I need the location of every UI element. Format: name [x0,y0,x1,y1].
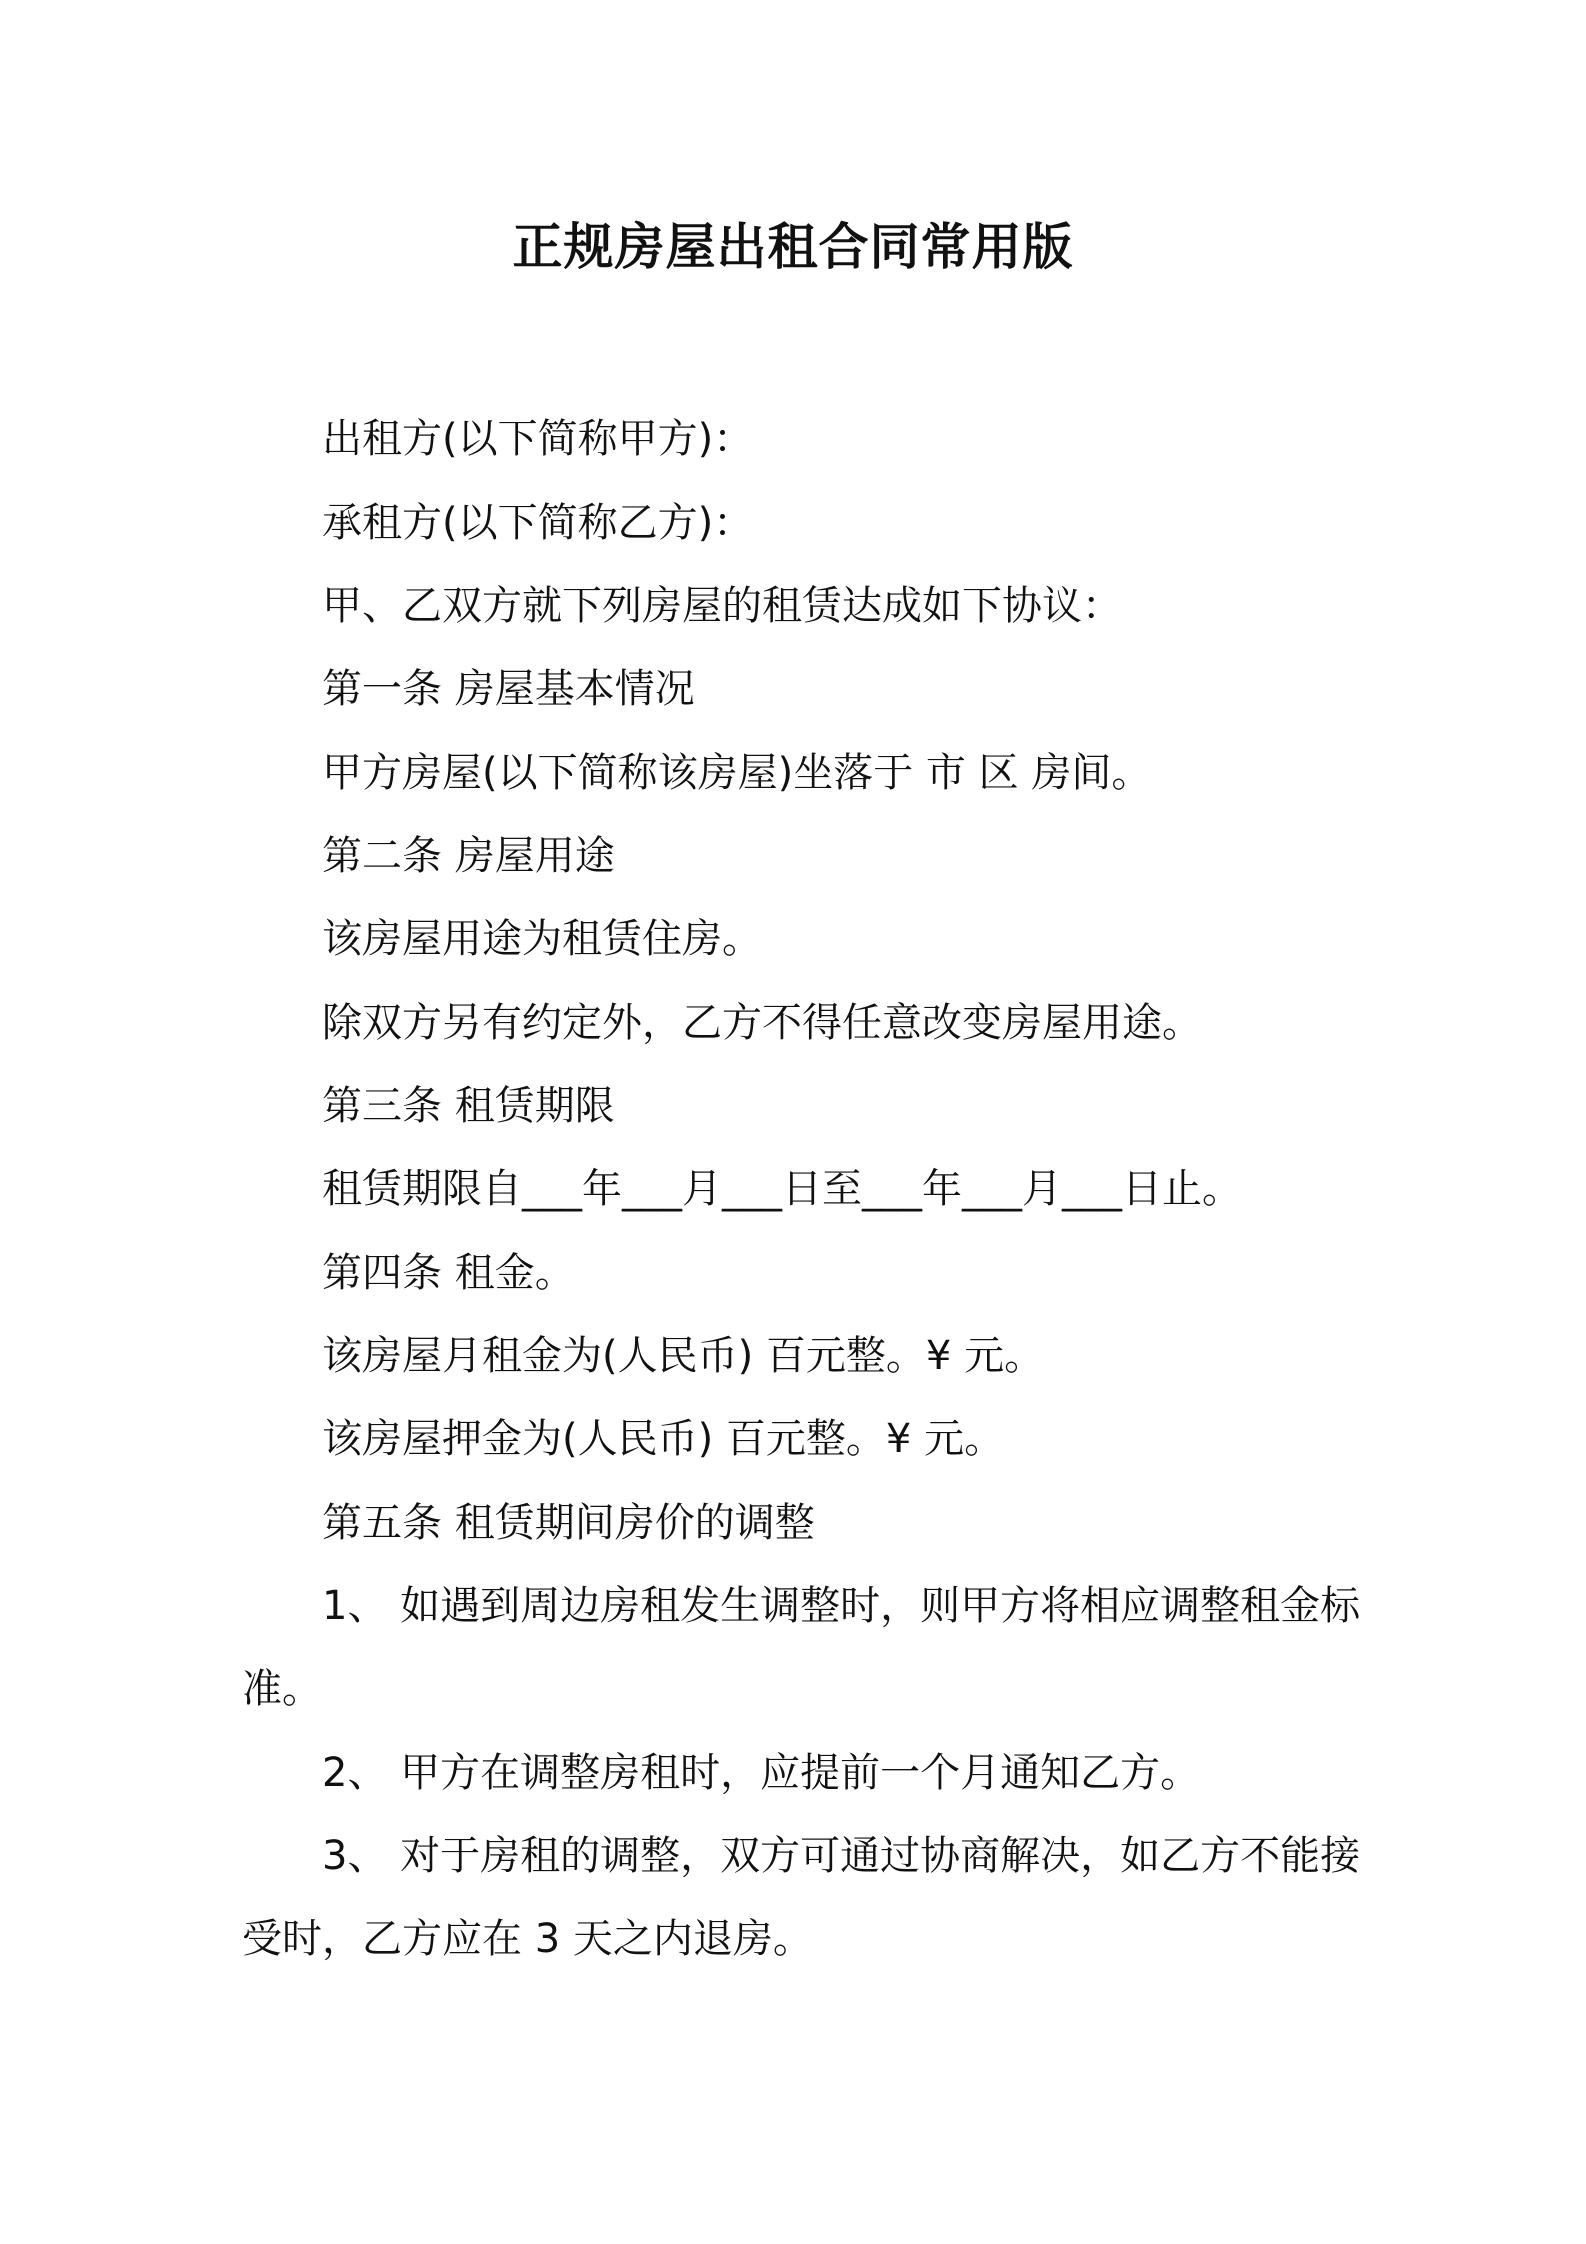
clause-2: 2、 甲方在调整房租时，应提前一个月通知乙方。 [322,1750,1201,1796]
article-2-restriction: 除双方另有约定外，乙方不得任意改变房屋用途。 [322,1000,1202,1046]
lessor-line: 出租方(以下简称甲方)： [322,416,754,462]
document-title: 正规房屋出租合同常用版 [512,218,1074,276]
lessee-line: 承租方(以下简称乙方)： [322,500,754,546]
article-1-content: 甲方房屋(以下简称该房屋)坐落于 市 区 房间。 [322,750,1152,796]
article-1-heading: 第一条 房屋基本情况 [322,666,695,712]
deposit-line: 该房屋押金为(人民币) 百元整。¥ 元。 [322,1416,1005,1462]
article-4-heading: 第四条 租金。 [322,1250,575,1296]
article-3-content: 租赁期限自___年___月___日至___年___月___日止。 [322,1166,1242,1212]
clause-1-line-2: 准。 [242,1666,322,1712]
article-2-heading: 第二条 房屋用途 [322,833,615,879]
agreement-intro: 甲、乙双方就下列房屋的租赁达成如下协议： [322,583,1122,629]
clause-3-line-2: 受时，乙方应在 3 天之内退房。 [242,1916,813,1962]
monthly-rent-line: 该房屋月租金为(人民币) 百元整。¥ 元。 [322,1333,1045,1379]
clause-3-line-1: 3、 对于房租的调整，双方可通过协商解决，如乙方不能接 [322,1833,1361,1879]
article-3-heading: 第三条 租赁期限 [322,1083,615,1129]
clause-1-line-1: 1、 如遇到周边房租发生调整时，则甲方将相应调整租金标 [322,1583,1361,1629]
article-5-heading: 第五条 租赁期间房价的调整 [322,1500,815,1546]
article-2-content: 该房屋用途为租赁住房。 [322,916,762,962]
